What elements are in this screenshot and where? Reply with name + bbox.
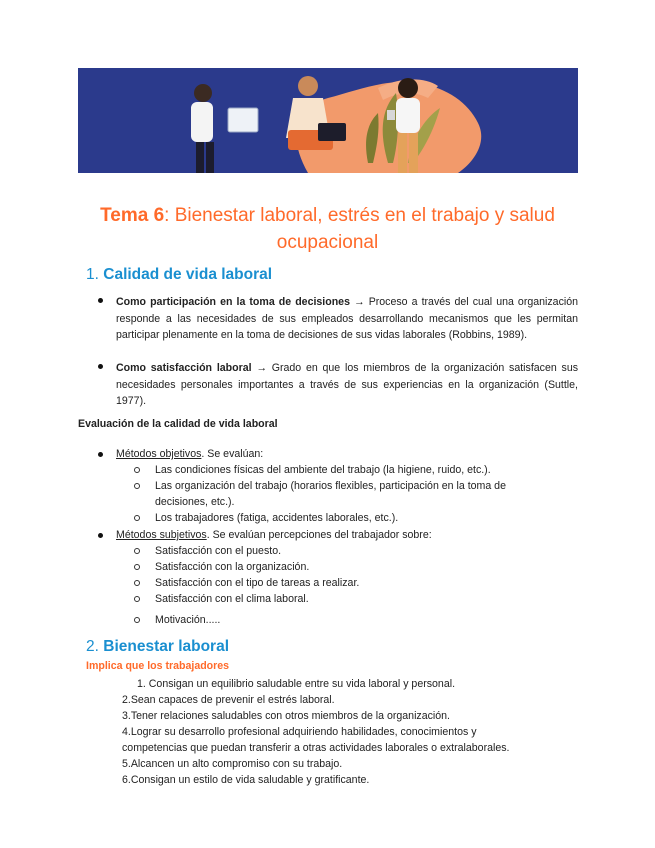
section-2-subheading: Implica que los trabajadores: [86, 660, 230, 672]
section-1-heading: [86, 266, 272, 284]
wellbeing-item: 1. Consigan un equilibrio saludable entre su vida laboral y personal.: [137, 678, 456, 690]
objective-subitem: Las condiciones físicas del ambiente del trabajo (la higiene, ruido, etc.).: [155, 464, 491, 476]
circle-bullet-icon: [134, 515, 140, 521]
objective-subitem-continuation: decisiones, etc.).: [155, 496, 235, 508]
bullet-icon: [98, 298, 103, 303]
subjective-methods-line: [116, 527, 432, 543]
circle-bullet-icon: [134, 548, 140, 554]
section-1-number: 1.: [86, 266, 99, 283]
subjective-subitem: Satisfacción con el tipo de tareas a realizar.: [155, 577, 360, 589]
wellbeing-item: 4.Lograr su desarrollo profesional adquiriendo habilidades, conocimientos y: [122, 726, 477, 738]
circle-bullet-icon: [134, 564, 140, 570]
wellbeing-item: 6.Consigan un estilo de vida saludable y gratificante.: [122, 774, 370, 786]
wellbeing-item: 2.Sean capaces de prevenir el estrés laboral.: [122, 694, 335, 706]
bullet-icon: [98, 452, 103, 457]
section-1-title: Calidad de vida laboral: [103, 266, 273, 283]
subjective-subitem: Satisfacción con el puesto.: [155, 545, 282, 557]
objective-methods-text: . Se evalúan:: [201, 448, 264, 460]
circle-bullet-icon: [134, 617, 140, 623]
title-topic-number: Tema 6: [100, 205, 165, 226]
header-illustration: [78, 68, 578, 173]
definition-text: → Proceso a través del cual una organización responde a las necesidades de sus empleados desarrollando mecanismos que les permitan participar plenamente en la toma de decisiones de sus vidas laborales (Robbins, 1989).: [116, 296, 579, 342]
objective-methods-line: [116, 446, 263, 462]
title-text: : Bienestar laboral, estrés en el trabajo y salud ocupacional: [164, 205, 555, 253]
definition-text: → Grado en que los miembros de la organización satisfacen sus necesidades personales importantes a través de sus experiencias en la organización (Suttle, 1977).: [116, 362, 579, 408]
subjective-methods-text: . Se evalúan percepciones del trabajador sobre:: [206, 529, 432, 541]
circle-bullet-icon: [134, 483, 140, 489]
section-2-title: Bienestar laboral: [103, 638, 230, 655]
objective-subitem: Las organización del trabajo (horarios flexibles, participación en la toma de: [155, 480, 506, 492]
page-title: [60, 202, 595, 256]
section-2-heading: [86, 638, 229, 656]
wellbeing-item-continuation: competencias que puedan transferir a otras actividades laborales o extralaborales.: [122, 742, 510, 754]
wellbeing-item: 5.Alcancen un alto compromiso con su trabajo.: [122, 758, 343, 770]
circle-bullet-icon: [134, 580, 140, 586]
evaluation-heading: Evaluación de la calidad de vida laboral: [78, 418, 278, 430]
objective-methods-label: Métodos objetivos: [116, 448, 202, 460]
definition-satisfaction: [116, 360, 578, 410]
bullet-icon: [98, 533, 103, 538]
section-2-number: 2.: [86, 638, 99, 655]
bullet-icon: [98, 364, 103, 369]
definition-lead: Como satisfacción laboral: [116, 362, 252, 374]
subjective-subitem: Motivación.....: [155, 614, 221, 626]
subjective-methods-label: Métodos subjetivos: [116, 529, 207, 541]
circle-bullet-icon: [134, 467, 140, 473]
objective-subitem: Los trabajadores (fatiga, accidentes laborales, etc.).: [155, 512, 399, 524]
definition-participation: [116, 294, 578, 344]
subjective-subitem: Satisfacción con el clima laboral.: [155, 593, 309, 605]
wellbeing-item: 3.Tener relaciones saludables con otros miembros de la organización.: [122, 710, 450, 722]
circle-bullet-icon: [134, 596, 140, 602]
subjective-subitem: Satisfacción con la organización.: [155, 561, 310, 573]
definition-lead: Como participación en la toma de decisiones: [116, 296, 350, 308]
office-workers-illustration: [78, 68, 578, 173]
